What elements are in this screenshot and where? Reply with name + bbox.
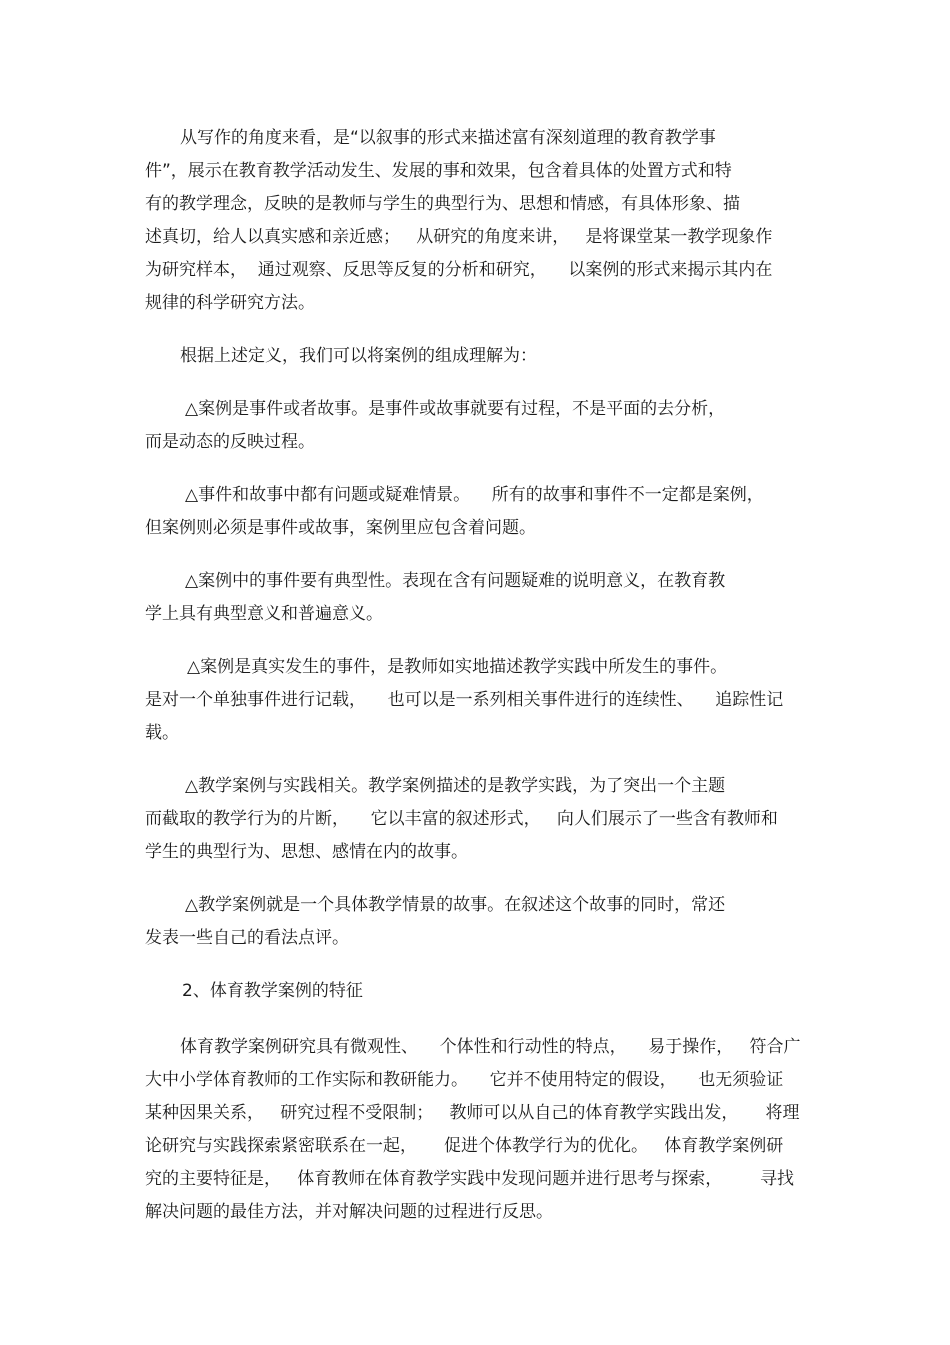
text-line: 有的教学理念，反映的是教师与学生的典型行为、思想和情感，有具体形象、描 xyxy=(145,194,740,214)
text-line: 规律的科学研究方法。 xyxy=(145,293,315,313)
text-line: 从写作的角度来看，是“以叙事的形式来描述富有深刻道理的教育教学事 xyxy=(180,128,716,148)
text-line: 学生的典型行为、思想、感情在内的故事。 xyxy=(145,842,468,862)
text-line: 论研究与实践探索紧密联系在一起， 促进个体教学行为的优化。 体育教学案例研 xyxy=(145,1136,784,1156)
text-line: 大中小学体育教师的工作实际和教研能力。 它并不使用特定的假设， 也无须验证 xyxy=(145,1070,784,1090)
text-line: 解决问题的最佳方法，并对解决问题的过程进行反思。 xyxy=(145,1202,553,1222)
section-heading: 2、体育教学案例的特征 xyxy=(182,981,363,1001)
text-line: 件”，展示在教育教学活动发生、发展的事和效果，包含着具体的处置方式和特 xyxy=(145,161,732,181)
text-line: 而截取的教学行为的片断， 它以丰富的叙述形式， 向人们展示了一些含有教师和 xyxy=(145,809,778,829)
text-line: 学上具有典型意义和普遍意义。 xyxy=(145,604,383,624)
text-line: △案例中的事件要有典型性。表现在含有问题疑难的说明意义，在教育教 xyxy=(185,571,726,591)
text-line: 体育教学案例研究具有微观性、 个体性和行动性的特点， 易于操作， 符合广 xyxy=(180,1037,801,1057)
text-line: 根据上述定义，我们可以将案例的组成理解为： xyxy=(180,346,537,366)
text-line: 是对一个单独事件进行记载， 也可以是一系列相关事件进行的连续性、 追踪性记 xyxy=(145,690,784,710)
text-line: 而是动态的反映过程。 xyxy=(145,432,315,452)
text-line: △教学案例就是一个具体教学情景的故事。在叙述这个故事的同时，常还 xyxy=(185,895,726,915)
text-line: 某种因果关系， 研究过程不受限制； 教师可以从自己的体育教学实践出发， 将理 xyxy=(145,1103,800,1123)
text-line: 述真切，给人以真实感和亲近感； 从研究的角度来讲， 是将课堂某一教学现象作 xyxy=(145,227,773,247)
text-line: 究的主要特征是， 体育教师在体育教学实践中发现问题并进行思考与探索， 寻找 xyxy=(145,1169,795,1189)
text-line: △教学案例与实践相关。教学案例描述的是教学实践，为了突出一个主题 xyxy=(185,776,726,796)
text-line: 但案例则必须是事件或故事，案例里应包含着问题。 xyxy=(145,518,536,538)
text-line: △案例是事件或者故事。是事件或故事就要有过程，不是平面的去分析， xyxy=(185,399,726,419)
text-line: △事件和故事中都有问题或疑难情景。 所有的故事和事件不一定都是案例， xyxy=(185,485,764,505)
text-line: 载。 xyxy=(145,723,179,743)
text-line: △案例是真实发生的事件，是教师如实地描述教学实践中所发生的事件。 xyxy=(187,657,728,677)
text-line: 为研究样本， 通过观察、反思等反复的分析和研究， 以案例的形式来揭示其内在 xyxy=(145,260,773,280)
text-line: 发表一些自己的看法点评。 xyxy=(145,928,349,948)
